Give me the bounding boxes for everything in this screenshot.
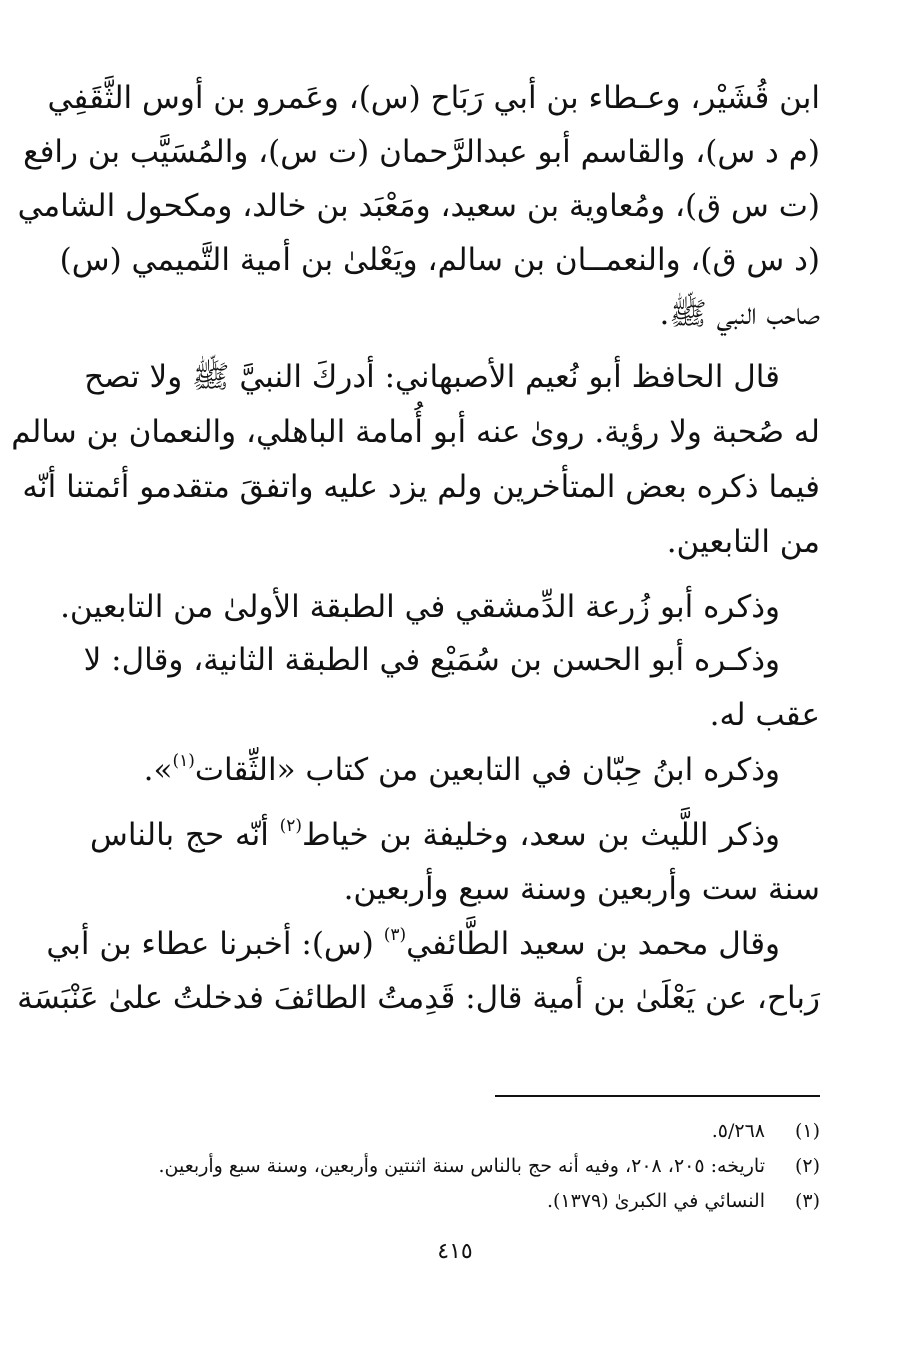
text-segment: ».	[143, 752, 173, 788]
text-line: وذكـره أبو الحسن بن سُمَيْع في الطبقة الثانية، وقال: لا	[83, 642, 780, 678]
text-line: ابن قُشَيْر، وعـطاء بن أبي رَبَاح (س)، وعَمرو بن أوس الثَّقَفِي	[47, 80, 820, 116]
footnote-number: (٣)	[794, 1190, 820, 1212]
footnote-mark: (٢)	[279, 816, 303, 836]
text-line: (م د س)، والقاسم أبو عبدالرَّحمان (ت س)، والمُسَيَّب بن رافع	[23, 134, 820, 170]
text-line: رَباح، عن يَعْلَىٰ بن أمية قال: قَدِمتُ الطائفَ فدخلتُ علىٰ عَنْبَسَة	[17, 980, 820, 1016]
page-number: ٤١٥	[437, 1239, 473, 1264]
text-line: فيما ذكره بعض المتأخرين ولم يزد عليه واتفقَ متقدمو أئمتنا أنّه	[22, 469, 820, 505]
text-segment: وذكره ابنُ حِبّان في التابعين من كتاب «الثِّقات	[194, 752, 780, 788]
text-line: له صُحبة ولا رؤية. روىٰ عنه أبو أُمامة الباهلي، والنعمان بن سالم	[11, 414, 820, 450]
footnote-number: (١)	[794, 1120, 820, 1142]
text-segment: أنّه حج بالناس	[90, 817, 280, 853]
text-line: وذكره أبو زُرعة الدِّمشقي في الطبقة الأولىٰ من التابعين.	[60, 589, 780, 625]
text-line: صاحب النبي ﷺ.	[659, 296, 820, 332]
footnote-text: النسائي في الكبرىٰ (١٣٧٩).	[546, 1190, 765, 1212]
text-line: (د س ق)، والنعمــان بن سالم، ويَعْلىٰ بن أمية التَّميمي (س)	[59, 242, 820, 278]
footnote-text: تاريخه: ٢٠٥، ٢٠٨، وفيه أنه حج بالناس سنة اثنتين وأربعين، وسنة سبع وأربعين.	[158, 1155, 765, 1177]
text-line: قال الحافظ أبو نُعيم الأصبهاني: أدركَ النبيَّ ﷺ ولا تصح	[84, 359, 780, 395]
footnote-mark: (١)	[172, 751, 195, 771]
text-segment: وقال محمد بن سعيد الطَّائفي	[406, 926, 780, 962]
text-line: عقب له.	[709, 697, 820, 733]
footnote	[90, 1187, 820, 1215]
footnote-mark: (٣)	[383, 925, 407, 945]
text-line	[46, 922, 820, 966]
text-line: من التابعين.	[666, 524, 820, 560]
text-line: سنة ست وأربعين وسنة سبع وأربعين.	[343, 871, 820, 907]
footnote	[90, 1117, 820, 1145]
footnote-text: ٥/٢٦٨.	[711, 1120, 765, 1142]
footnote-separator	[495, 1095, 820, 1097]
text-line	[90, 813, 820, 857]
text-line: (ت س ق)، ومُعاوية بن سعيد، ومَعْبَد بن خالد، ومكحول الشامي	[17, 188, 820, 224]
footnote-number: (٢)	[794, 1155, 820, 1177]
text-segment: وذكر اللَّيث بن سعد، وخليفة بن خياط	[302, 817, 780, 853]
text-segment: (س): أخبرنا عطاء بن أبي	[46, 926, 384, 962]
text-line	[90, 748, 820, 792]
footnote	[90, 1152, 820, 1180]
